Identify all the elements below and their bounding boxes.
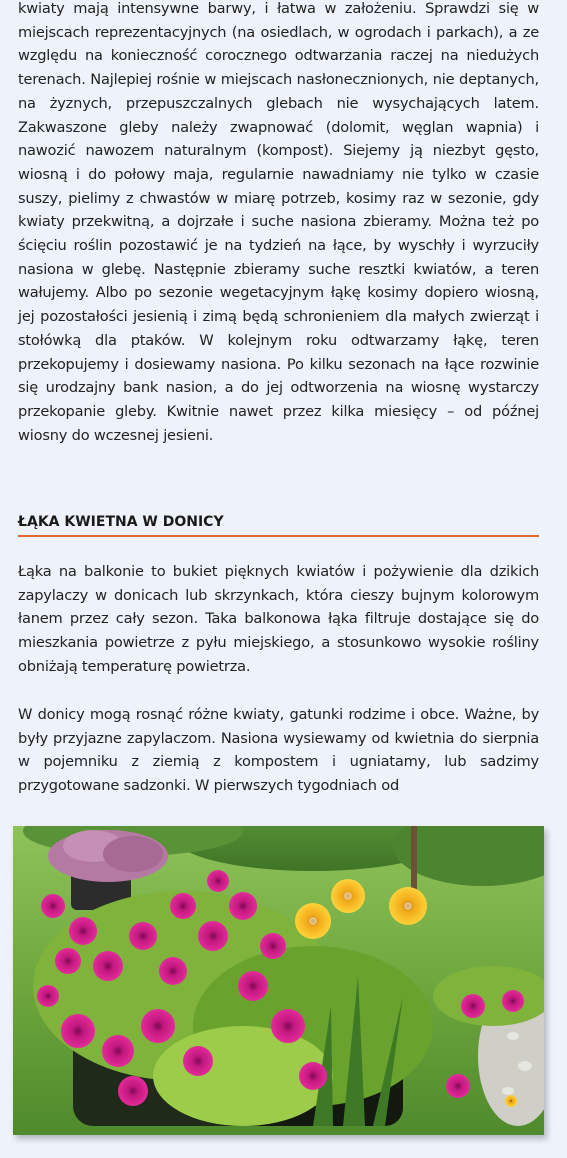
heading-underline (18, 535, 539, 537)
article-paragraph-2: Łąka na balkonie to bukiet pięknych kwiatów i pożywienie dla dzikich zapylaczy w donicach lub skrzynkach, która cieszy bujnym kolorowym łanem przez cały sezon. Taka balkonowa łąka filtruje dostające się do mieszkania powietrze z pyłu miejskiego, a stosunkowo wysokie rośliny obniżają temperaturę powietrza. (18, 563, 539, 675)
article-paragraph-1: kwiaty mają intensywne barwy, i łatwa w założeniu. Sprawdzi się w miejscach reprezentacyjnych (na osiedlach, w ogrodach i parkach), a ze względu na konieczność corocznego odtwarzania raczej na niedużych terenach. Najlepiej rośnie w miejscach nasłonecznionych, nie deptanych, na żyznych, przepuszczalnych glebach nie wysychających latem. Zakwaszone gleby należy zwapnować (dolomit, węglan wapnia) i nawozić nawozem naturalnym (kompost). Siejemy ją niezbyt gęsto, wiosną i do połowy maja, regularnie nawadniamy nie tylko w czasie suszy, pielimy z chwastów w miarę potrzeb, kosimy raz w sezonie, gdy kwiaty przekwitną, a dojrzałe i suche nasiona zbieramy. Można też po ścięciu roślin pozostawić je na tydzień na łące, by wyschły i wyrzuciły nasiona w glebę. Następnie zbieramy suche resztki kwiatów, a teren wałujemy. Albo po sezonie wegetacyjnym łąkę kosimy dopiero wiosną, jej pozostałości jesienią i zimą będą schronieniem dla małych zwierząt i stołówką dla ptaków. W kolejnym roku odtwarzamy łąkę, teren przekopujemy i dosiewamy nasiona. Po kilku sezonach na łące rozwinie się urodzajny bank nasion, a do jej odtworzenia na wiosnę wystarczy przekopanie gleby. Kwitnie nawet przez kilka miesięcy – od późnej wiosny do wczesnej jesieni. (18, 0, 539, 444)
flower-pot-illustration (13, 826, 544, 1135)
article-paragraph-3: W donicy mogą rosnąć różne kwiaty, gatunki rodzime i obce. Ważne, by były przyjazne zapylaczom. Nasiona wysiewamy od kwietnia do sierpnia w pojemniku z ziemią z kompostem i ugniatamy, lub sadzimy przygotowane sadzonki. W pierwszych tygodniach od (18, 706, 539, 795)
flower-pot-photo (13, 826, 544, 1135)
section-heading: ŁĄKA KWIETNA W DONICY (18, 514, 224, 530)
